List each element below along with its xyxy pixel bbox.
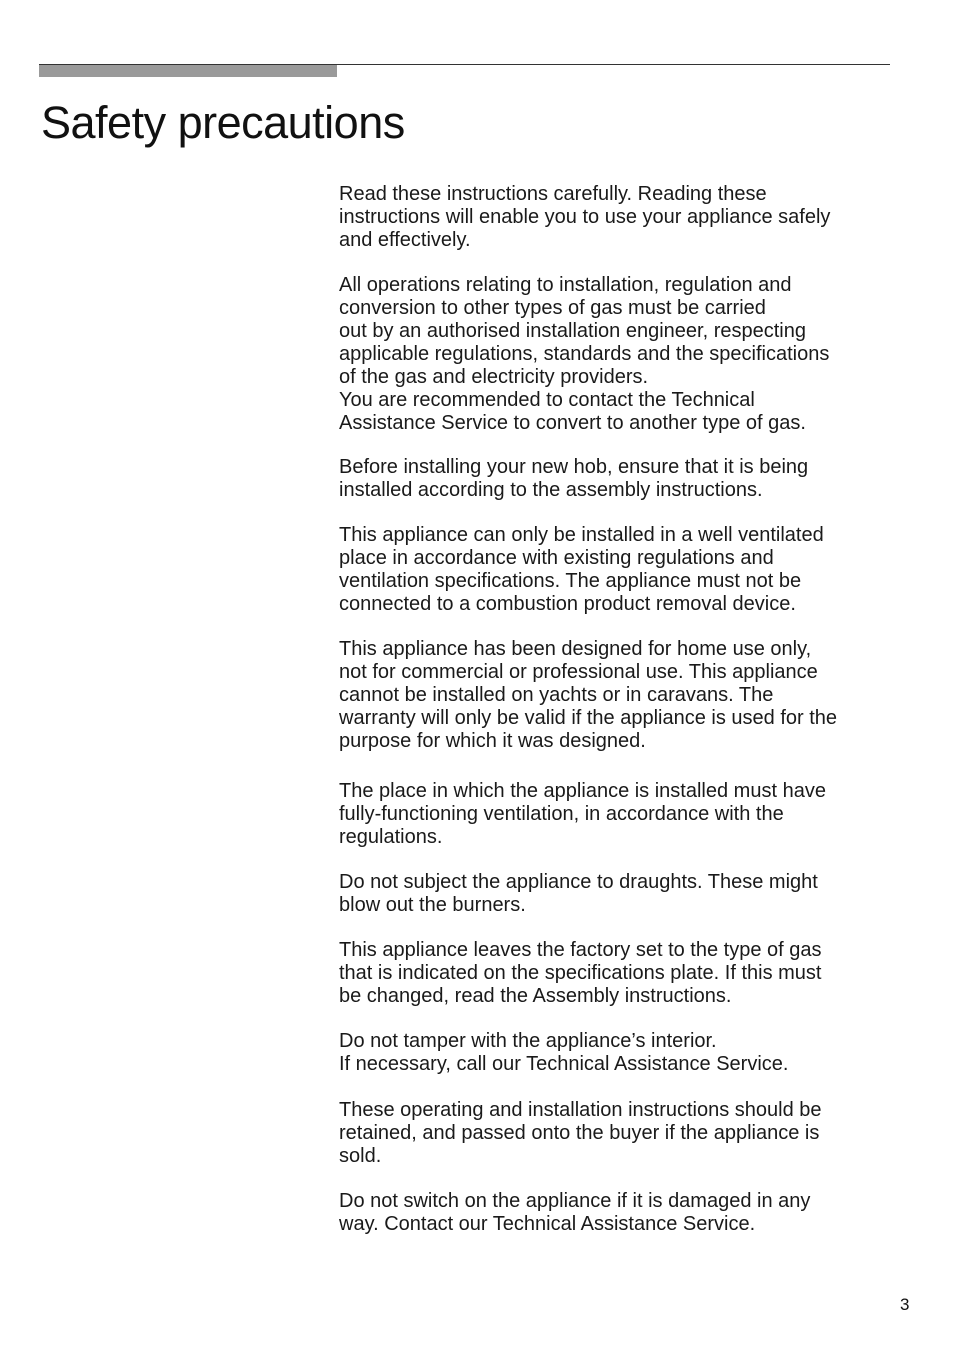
text-line: conversion to other types of gas must be carried [339,297,766,319]
paragraph-ventilated-place [339,524,889,616]
text-line: This appliance has been designed for home use only, [339,638,812,660]
page-number: 3 [900,1295,910,1314]
paragraph-ventilation [339,780,889,849]
paragraph-draughts [339,871,889,917]
paragraph-retain-instructions [339,1099,889,1168]
text-line: All operations relating to installation, regulation and [339,274,792,296]
text-line: If necessary, call our Technical Assistance Service. [339,1053,789,1075]
text-line: This appliance leaves the factory set to the type of gas [339,939,822,961]
text-line: way. Contact our Technical Assistance Service. [339,1213,756,1235]
text-line: ventilation specifications. The appliance must not be [339,570,802,592]
text-line: Before installing your new hob, ensure that it is being [339,456,809,478]
paragraph-home-use [339,638,889,753]
text-line: sold. [339,1145,382,1167]
text-line: Do not switch on the appliance if it is damaged in any [339,1190,811,1212]
text-line: that is indicated on the specifications plate. If this must [339,962,822,984]
text-line: Do not tamper with the appliance’s interior. [339,1030,717,1052]
text-line: fully-functioning ventilation, in accordance with the [339,803,784,825]
text-line: instructions will enable you to use your appliance safely [339,206,831,228]
text-line: out by an authorised installation engineer, respecting [339,320,806,342]
text-line: Do not subject the appliance to draughts. These might [339,871,818,893]
paragraph-installation-operations [339,274,889,435]
text-line: be changed, read the Assembly instructions. [339,985,732,1007]
text-line: cannot be installed on yachts or in caravans. The [339,684,774,706]
text-line: installed according to the assembly instructions. [339,479,763,501]
text-line: not for commercial or professional use. This appliance [339,661,818,683]
text-line: These operating and installation instructions should be [339,1099,822,1121]
text-line: warranty will only be valid if the appliance is used for the [339,707,838,729]
text-line: regulations. [339,826,443,848]
paragraph-damaged-appliance [339,1190,889,1236]
paragraph-read-instructions [339,183,889,252]
header-accent-bar [39,65,337,77]
text-line: connected to a combustion product removal device. [339,593,796,615]
text-line: This appliance can only be installed in a well ventilated [339,524,824,546]
paragraph-before-installing [339,456,889,502]
text-line: You are recommended to contact the Technical [339,389,755,411]
text-line: retained, and passed onto the buyer if the appliance is [339,1122,820,1144]
text-line: Read these instructions carefully. Reading these [339,183,767,205]
paragraph-gas-type [339,939,889,1008]
text-line: blow out the burners. [339,894,526,916]
text-line: The place in which the appliance is installed must have [339,780,826,802]
paragraph-do-not-tamper [339,1030,889,1076]
text-line: purpose for which it was designed. [339,730,646,752]
text-line: and effectively. [339,229,471,251]
text-line: place in accordance with existing regulations and [339,547,774,569]
text-line: Assistance Service to convert to another type of gas. [339,412,806,434]
text-line: of the gas and electricity providers. [339,366,649,388]
page-title: Safety precautions [41,97,405,148]
text-line: applicable regulations, standards and the specifications [339,343,830,365]
